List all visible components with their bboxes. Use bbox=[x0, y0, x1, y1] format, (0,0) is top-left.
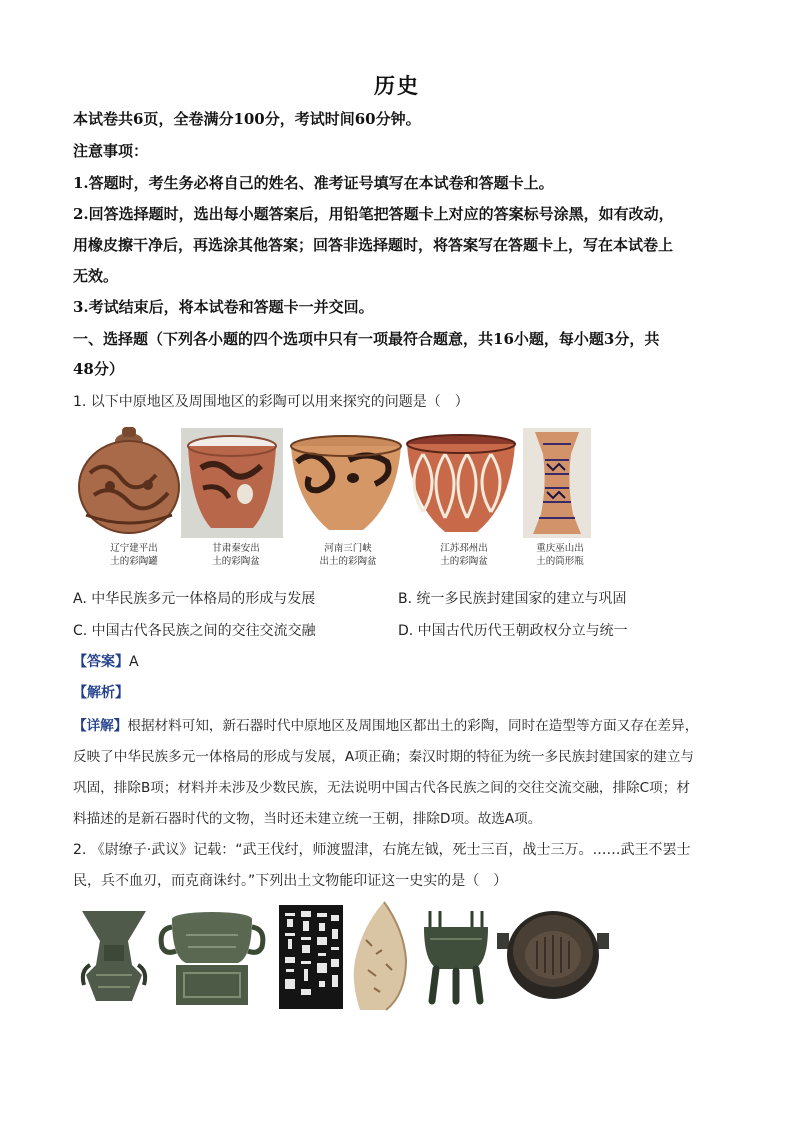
answer-value: A bbox=[129, 654, 139, 670]
bronze-ding-icon bbox=[418, 907, 495, 1005]
section-title-cont: 48分） bbox=[73, 360, 124, 378]
option-b: B. 统一多民族封建国家的建立与巩固 bbox=[398, 591, 627, 607]
option-d: D. 中国古代历代王朝政权分立与统一 bbox=[398, 623, 628, 639]
question-2-stem: 2. 《尉缭子·武议》记载：“武王伐纣，师渡盟津，右旄左钺，死士三百，战士三万。……武王不罢士 bbox=[73, 842, 691, 858]
pottery-basin-icon bbox=[289, 432, 403, 538]
answer-tag: 【答案】 bbox=[73, 654, 129, 670]
pottery-vase-icon bbox=[523, 428, 591, 538]
exam-intro: 本试卷共6页，全卷满分100分，考试时间60分钟。 bbox=[73, 110, 421, 128]
answer-line bbox=[73, 651, 139, 671]
pottery-basin-icon bbox=[181, 428, 283, 538]
option-c: C. 中国古代各民族之间的交往交流交融 bbox=[73, 623, 316, 639]
notice-heading: 注意事项： bbox=[73, 142, 149, 160]
notice-item-2-cont: 用橡皮擦干净后，再选涂其他答案；回答非选择题时，将答案写在答题卡上，写在本试卷上 bbox=[73, 236, 674, 254]
detail-line-1: 【详解】根据材料可知，新石器时代中原地区及周围地区都出土的彩陶，同时在造型等方面又存在差异， bbox=[73, 718, 699, 734]
bronze-basin-icon bbox=[497, 905, 609, 1005]
page-title: 历史 bbox=[374, 73, 420, 98]
pottery-jar-icon bbox=[76, 423, 182, 538]
rubbing-inscription-icon bbox=[279, 905, 343, 1009]
image-caption: 甘肃秦安出 土的彩陶盆 bbox=[212, 543, 260, 567]
pottery-basin-icon bbox=[405, 432, 517, 538]
bronze-zun-icon bbox=[76, 905, 152, 1005]
analysis-tag: 【解析】 bbox=[73, 685, 129, 701]
image-caption: 辽宁建平出 土的彩陶罐 bbox=[110, 543, 158, 567]
notice-item-2: 2.回答选择题时，选出每小题答案后，用铅笔把答题卡上对应的答案标号涂黑，如有改动， bbox=[73, 205, 674, 223]
image-caption: 河南三门峡 出土的彩陶盆 bbox=[319, 543, 377, 567]
oracle-bone-icon bbox=[346, 900, 412, 1012]
detail-line-4: 料描述的是新石器时代的文物，当时还未建立统一王朝，排除D项。故选A项。 bbox=[73, 811, 542, 827]
notice-item-1: 1.答题时，考生务必将自己的姓名、准考证号填写在本试卷和答题卡上。 bbox=[73, 174, 554, 192]
bronze-gui-icon bbox=[156, 905, 268, 1009]
option-a: A. 中华民族多元一体格局的形成与发展 bbox=[73, 591, 316, 607]
detail-line-2: 反映了中华民族多元一体格局的形成与发展，A项正确；秦汉时期的特征为统一多民族封建国家的建立与 bbox=[73, 749, 695, 765]
image-caption: 重庆巫山出 土的筒形瓶 bbox=[536, 543, 584, 567]
image-caption: 江苏邳州出 土的彩陶盆 bbox=[440, 543, 488, 567]
detail-tag: 【详解】 bbox=[73, 718, 128, 734]
section-title: 一、选择题（下列各小题的四个选项中只有一项最符合题意，共16小题，每小题3分，共 bbox=[73, 330, 660, 348]
detail-line-3: 巩固，排除B项；材料并未涉及少数民族，无法说明中国古代各民族之间的交往交流交融，排除C项；材 bbox=[73, 780, 690, 796]
notice-item-2-end: 无效。 bbox=[73, 267, 119, 285]
notice-item-3: 3.考试结束后，将本试卷和答题卡一并交回。 bbox=[73, 298, 374, 316]
question-2-stem-cont: 民，兵不血刃，而克商诛纣。”下列出土文物能印证这一史实的是（ ） bbox=[73, 873, 508, 889]
question-1-stem: 1. 以下中原地区及周围地区的彩陶可以用来探究的问题是（ ） bbox=[73, 394, 469, 410]
